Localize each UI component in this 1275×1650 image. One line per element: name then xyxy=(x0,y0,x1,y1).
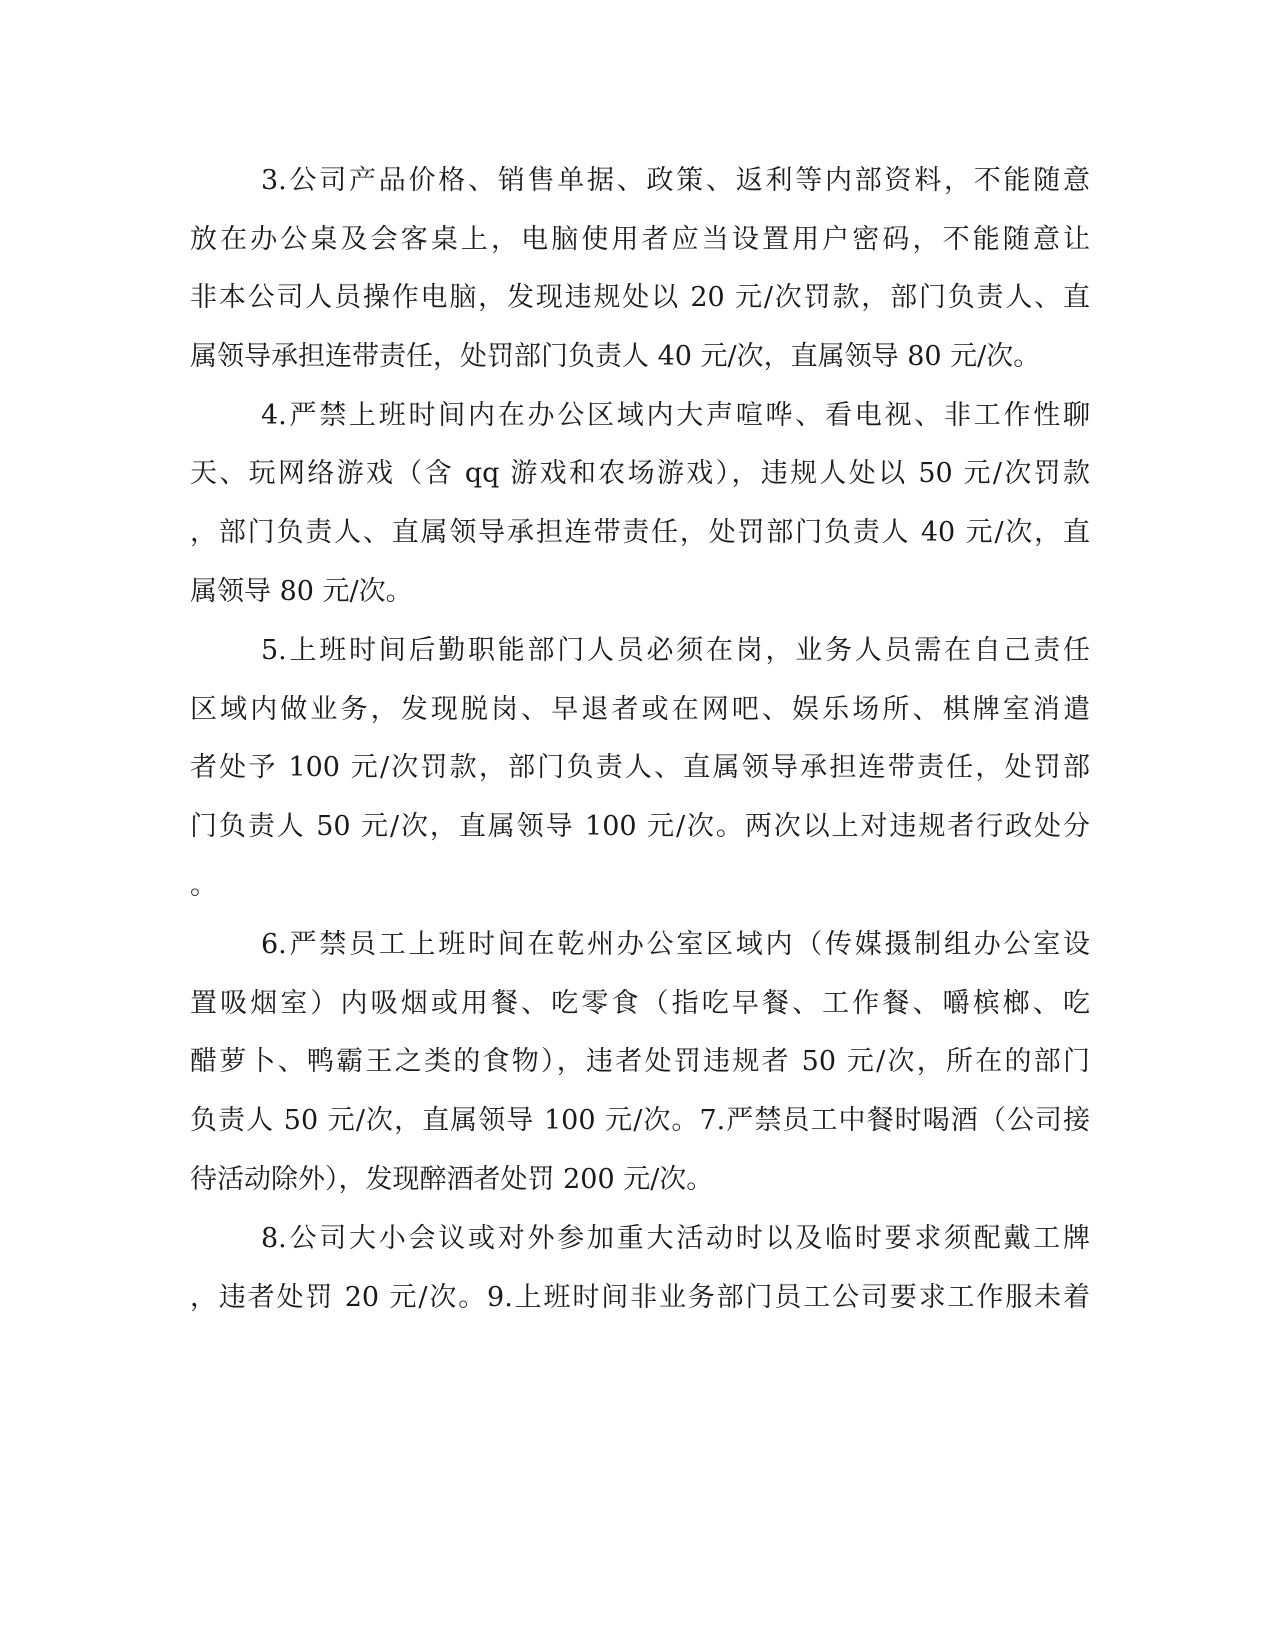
paragraph-5-line-1: 5.上班时间后勤职能部门人员必须在岗，业务人员需在自己责任 xyxy=(261,635,1090,666)
paragraph-4-line-3: ，部门负责人、直属领导承担连带责任，处罚部门负责人 40 元/次，直 xyxy=(190,517,1090,548)
paragraph-5-line-3: 者处予 100 元/次罚款，部门负责人、直属领导承担连带责任，处罚部 xyxy=(190,752,1090,783)
paragraph-3-line-3: 非本公司人员操作电脑，发现违规处以 20 元/次罚款，部门负责人、直 xyxy=(190,282,1090,313)
paragraph-5-line-5: 。 xyxy=(190,870,217,901)
paragraph-4-line-1: 4.严禁上班时间内在办公区域内大声喧哗、看电视、非工作性聊 xyxy=(261,400,1090,431)
paragraph-5-line-4: 门负责人 50 元/次，直属领导 100 元/次。两次以上对违规者行政处分 xyxy=(190,811,1090,842)
paragraph-3-line-1: 3.公司产品价格、销售单据、政策、返利等内部资料，不能随意 xyxy=(261,165,1090,196)
paragraph-6-line-4: 负责人 50 元/次，直属领导 100 元/次。7.严禁员工中餐时喝酒（公司接 xyxy=(190,1105,1090,1136)
paragraph-8-line-2: ，违者处罚 20 元/次。9.上班时间非业务部门员工公司要求工作服未着 xyxy=(190,1282,1090,1313)
paragraph-4-line-4: 属领导 80 元/次。 xyxy=(190,576,413,607)
paragraph-4-line-2: 天、玩网络游戏（含 qq 游戏和农场游戏），违规人处以 50 元/次罚款 xyxy=(190,458,1090,489)
paragraph-3-line-4: 属领导承担连带责任，处罚部门负责人 40 元/次，直属领导 80 元/次。 xyxy=(190,341,1041,372)
paragraph-6-line-3: 醋萝卜、鸭霸王之类的食物），违者处罚违规者 50 元/次，所在的部门 xyxy=(190,1046,1090,1077)
paragraph-8-line-1: 8.公司大小会议或对外参加重大活动时以及临时要求须配戴工牌 xyxy=(261,1223,1090,1254)
paragraph-5-line-2: 区域内做业务，发现脱岗、早退者或在网吧、娱乐场所、棋牌室消遣 xyxy=(190,694,1090,725)
paragraph-6-line-1: 6.严禁员工上班时间在乾州办公室区域内（传媒摄制组办公室设 xyxy=(261,929,1090,960)
paragraph-6-line-5: 待活动除外），发现醉酒者处罚 200 元/次。 xyxy=(190,1164,714,1195)
paragraph-3-line-2: 放在办公桌及会客桌上，电脑使用者应当设置用户密码，不能随意让 xyxy=(190,224,1090,255)
paragraph-6-line-2: 置吸烟室）内吸烟或用餐、吃零食（指吃早餐、工作餐、嚼槟榔、吃 xyxy=(190,988,1090,1019)
